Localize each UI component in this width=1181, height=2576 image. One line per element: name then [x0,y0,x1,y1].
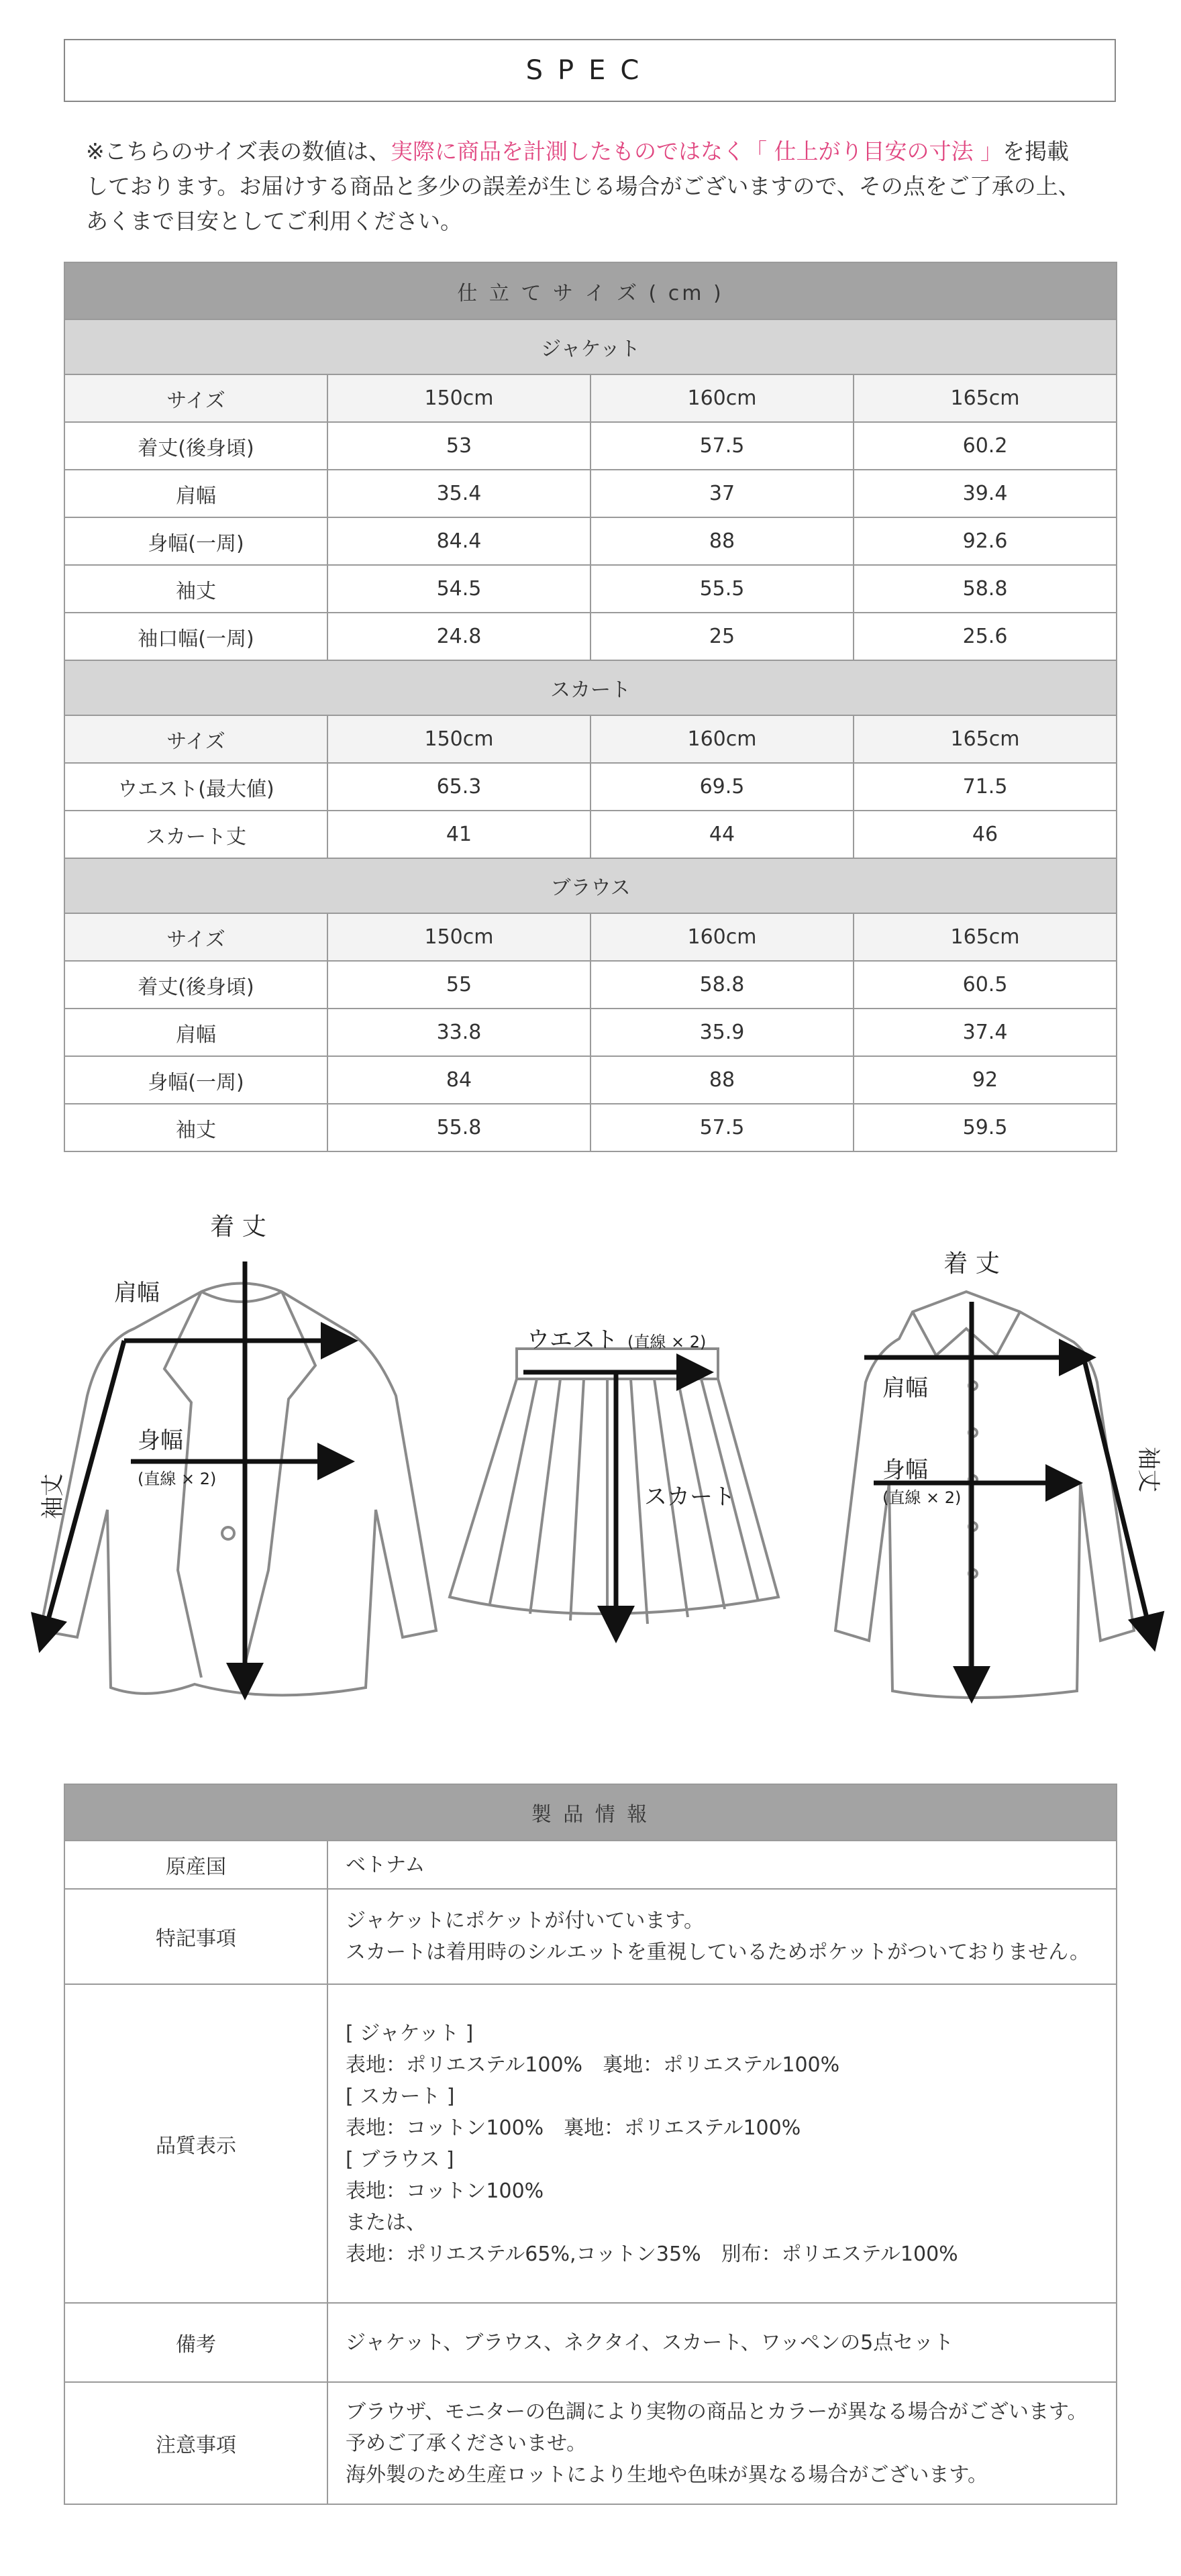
skirt-length-label: スカート [644,1484,735,1510]
section-name: ジャケット [64,319,1117,374]
measure-value: 54.5 [327,565,590,613]
size-header-row [64,913,1117,961]
size-notice [86,134,1119,239]
blouse-illustration [835,1292,1134,1698]
info-value [327,1889,1117,1984]
skirt-waist-note: (直線 × 2) [627,1333,707,1351]
measure-value: 46 [854,811,1117,858]
info-line: 表地：ポリエステル100% 裏地：ポリエステル100% [346,2053,840,2077]
table-row [64,961,1117,1009]
info-line: [ ブラウス ] [346,2147,454,2171]
info-row [64,2303,1117,2382]
table-row [64,1009,1117,1056]
table-row [64,613,1117,660]
measure-value: 59.5 [854,1104,1117,1151]
measure-value: 60.2 [854,422,1117,470]
table-row [64,470,1117,517]
size-header-cell: 150cm [327,715,590,763]
measure-value: 44 [590,811,854,858]
notice-line1-pre: ※こちらのサイズ表の数値は、 [86,138,391,164]
section-row [64,660,1117,715]
info-line: 表地：ポリエステル65%,コットン35% 別布：ポリエステル100% [346,2242,958,2266]
blouse-width-label: 身幅 [882,1457,928,1484]
measure-value: 71.5 [854,763,1117,811]
size-header-cell: サイズ [64,374,327,422]
jacket-width-note: (直線 × 2) [138,1470,217,1488]
measure-value: 37 [590,470,854,517]
section-name: ブラウス [64,858,1117,913]
info-row [64,1889,1117,1984]
info-table-title-row [64,1784,1117,1841]
size-header-cell: 165cm [854,374,1117,422]
measure-value: 88 [590,517,854,565]
measure-value: 33.8 [327,1009,590,1056]
measure-name: スカート丈 [64,811,327,858]
measure-name: 袖口幅(一周) [64,613,327,660]
measure-value: 88 [590,1056,854,1104]
size-header-row [64,715,1117,763]
measure-name: 身幅(一周) [64,1056,327,1104]
size-table-title: 仕 立 て サ イ ズ ( cm ) [64,262,1117,319]
info-label: 原産国 [64,1841,327,1889]
notice-line2: しております。お届けする商品と多少の誤差が生じる場合がございますので、その点をご了承の上、 [86,173,1080,199]
size-header-cell: サイズ [64,715,327,763]
info-line: ジャケット、ブラウス、ネクタイ、スカート、ワッペンの5点セット [346,2330,954,2355]
measure-value: 57.5 [590,422,854,470]
info-line: [ スカート ] [346,2084,455,2108]
garment-diagram [0,1194,1181,1731]
jacket-sleeve-label: 袖丈 [40,1474,66,1519]
info-line: ジャケットにポケットが付いています。 [346,1909,704,1933]
table-row [64,517,1117,565]
measure-name: 肩幅 [64,1009,327,1056]
measure-value: 39.4 [854,470,1117,517]
measure-value: 57.5 [590,1104,854,1151]
table-row [64,811,1117,858]
measure-value: 55.8 [327,1104,590,1151]
info-value [327,1984,1117,2303]
size-header-cell: 165cm [854,715,1117,763]
table-row [64,1104,1117,1151]
measure-name: 着丈(後身頃) [64,961,327,1009]
measure-value: 25 [590,613,854,660]
size-header-cell: 150cm [327,374,590,422]
table-row [64,1056,1117,1104]
section-row [64,858,1117,913]
info-table-title: 製 品 情 報 [64,1784,1117,1841]
measure-value: 69.5 [590,763,854,811]
size-header-cell: 150cm [327,913,590,961]
measure-value: 65.3 [327,763,590,811]
info-line: 表地：コットン100% 裏地：ポリエステル100% [346,2116,801,2140]
jacket-illustration [40,1284,436,1696]
measure-value: 53 [327,422,590,470]
jacket-width-label: 身幅 [138,1427,183,1454]
info-label: 備考 [64,2303,327,2382]
measure-name: ウエスト(最大値) [64,763,327,811]
size-table [64,262,1117,1152]
size-header-row [64,374,1117,422]
section-row [64,319,1117,374]
jacket-shoulder-label: 肩幅 [114,1280,160,1306]
size-header-cell: 165cm [854,913,1117,961]
product-info-table [64,1784,1117,2505]
measure-value: 35.4 [327,470,590,517]
info-label: 品質表示 [64,1984,327,2303]
info-label: 注意事項 [64,2382,327,2504]
notice-highlight: 実際に商品を計測したものではなく「 仕上がり目安の寸法 」 [391,138,1003,164]
measure-value: 24.8 [327,613,590,660]
info-line: 表地：コットン100% [346,2179,544,2203]
measure-name: 身幅(一周) [64,517,327,565]
measure-value: 58.8 [590,961,854,1009]
measure-value: 84.4 [327,517,590,565]
info-line: ベトナム [346,1853,425,1877]
table-row [64,565,1117,613]
measure-value: 92 [854,1056,1117,1104]
measure-value: 41 [327,811,590,858]
size-header-cell: サイズ [64,913,327,961]
blouse-sleeve-label: 袖丈 [1135,1447,1162,1492]
size-header-cell: 160cm [590,715,854,763]
measure-value: 92.6 [854,517,1117,565]
measure-name: 袖丈 [64,1104,327,1151]
measure-name: 着丈(後身頃) [64,422,327,470]
size-header-cell: 160cm [590,374,854,422]
blouse-shoulder-label: 肩幅 [882,1375,928,1402]
measure-value: 37.4 [854,1009,1117,1056]
info-row [64,2382,1117,2504]
size-header-cell: 160cm [590,913,854,961]
measure-name: 肩幅 [64,470,327,517]
skirt-waist-label: ウエスト [527,1327,618,1353]
measure-value: 25.6 [854,613,1117,660]
measure-value: 55.5 [590,565,854,613]
notice-line3: あくまで目安としてご利用ください。 [86,208,462,234]
info-row [64,1984,1117,2303]
info-line: スカートは着用時のシルエットを重視しているためポケットがついておりません。 [346,1941,1090,1964]
measure-name: 袖丈 [64,565,327,613]
measure-value: 55 [327,961,590,1009]
section-name: スカート [64,660,1117,715]
info-line: [ ジャケット ] [346,2021,474,2045]
info-line: または、 [346,2210,426,2234]
info-line: ブラウザ、モニターの色調により実物の商品とカラーが異なる場合がございます。 [346,2400,1088,2424]
info-label: 特記事項 [64,1889,327,1984]
table-row [64,763,1117,811]
spec-heading: SPEC [64,39,1116,102]
table-row [64,422,1117,470]
blouse-length-label: 着 丈 [943,1250,1000,1278]
info-row [64,1841,1117,1889]
info-value [327,2303,1117,2382]
measure-value: 60.5 [854,961,1117,1009]
size-table-title-row [64,262,1117,319]
info-value [327,2382,1117,2504]
notice-line1-post: を掲載 [1003,138,1069,164]
jacket-length-label: 着 丈 [210,1213,266,1241]
info-line: 海外製のため生産ロットにより生地や色味が異なる場合がございます。 [346,2463,988,2487]
info-line: 予めご了承くださいませ。 [346,2431,587,2455]
measure-value: 84 [327,1056,590,1104]
info-value [327,1841,1117,1889]
blouse-width-note: (直線 × 2) [882,1488,962,1507]
measure-value: 58.8 [854,565,1117,613]
measure-value: 35.9 [590,1009,854,1056]
